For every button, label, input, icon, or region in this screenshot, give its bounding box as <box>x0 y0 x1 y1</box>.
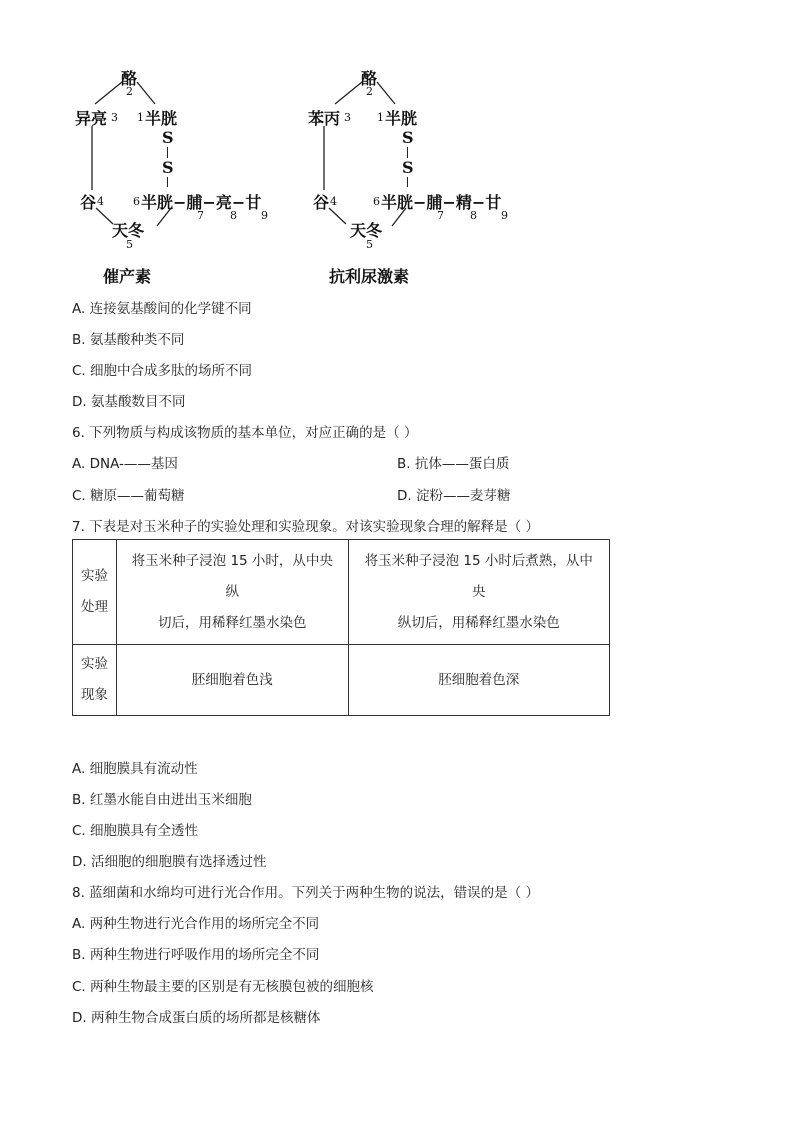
residue-number: 7 <box>197 209 204 222</box>
q6-option-d: D. 淀粉——麦芽糖 <box>397 488 511 504</box>
q8-option-d: D. 两种生物合成蛋白质的场所都是核糖体 <box>72 1010 321 1026</box>
residue-bottom: 天冬 <box>112 221 145 240</box>
residue-left-top: 异亮 <box>75 109 108 128</box>
sulfur-atom: S <box>402 158 414 177</box>
table-cell: 将玉米种子浸泡 15 小时后煮熟，从中 央 纵切后，用稀释红墨水染色 <box>348 540 610 645</box>
residue-number: 9 <box>261 209 268 222</box>
residue-left-top: 苯丙 <box>308 109 341 128</box>
residue-number: 3 <box>344 111 351 124</box>
q8-option-a: A. 两种生物进行光合作用的场所完全不同 <box>72 916 320 932</box>
table-row <box>73 540 610 645</box>
q8-option-b: B. 两种生物进行呼吸作用的场所完全不同 <box>72 947 320 963</box>
residue-right-top: 半胱 <box>385 109 418 128</box>
q7-option-a: A. 细胞膜具有流动性 <box>72 761 198 777</box>
residue-left-bottom: 谷 <box>313 193 330 212</box>
q8-stem: 8. 蓝细菌和水绵均可进行光合作用。下列关于两种生物的说法，错误的是（ ） <box>72 885 539 901</box>
q5-option-d: D. 氨基酸数目不同 <box>72 394 186 410</box>
q7-option-c: C. 细胞膜具有全透性 <box>72 823 199 839</box>
sulfur-atom: S <box>402 128 414 147</box>
residue-number: 5 <box>366 238 373 251</box>
table-cell: 胚细胞着色浅 <box>117 645 348 716</box>
residue-left-bottom: 谷 <box>80 193 97 212</box>
table-cell: 将玉米种子浸泡 15 小时，从中央 纵 切后，用稀释红墨水染色 <box>117 540 348 645</box>
q5-option-a: A. 连接氨基酸间的化学键不同 <box>72 301 252 317</box>
sulfur-atom: S <box>162 158 174 177</box>
table-row-header: 实验 处理 <box>73 540 117 645</box>
residue-number: 1 <box>137 111 144 124</box>
table-row <box>73 645 610 716</box>
residue-number: 6 <box>133 195 140 208</box>
residue-number: 7 <box>437 209 444 222</box>
residue-bottom: 天冬 <box>350 221 383 240</box>
q7-option-d: D. 活细胞的细胞膜有选择透过性 <box>72 854 267 870</box>
residue-number: 4 <box>97 195 104 208</box>
oxytocin-diagram-lines <box>0 0 794 300</box>
residue-right-top: 半胱 <box>145 109 178 128</box>
residue-chain: 半胱−脯−精−甘 <box>381 193 502 212</box>
residue-number: 5 <box>126 238 133 251</box>
residue-number: 6 <box>373 195 380 208</box>
residue-number: 1 <box>377 111 384 124</box>
residue-number: 8 <box>470 209 477 222</box>
sulfur-atom: S <box>162 128 174 147</box>
q6-option-c: C. 糖原——葡萄糖 <box>72 488 185 504</box>
experiment-table <box>72 539 610 716</box>
diagram-caption: 抗利尿激素 <box>329 267 410 286</box>
diagram-caption: 催产素 <box>103 267 152 286</box>
q6-option-b: B. 抗体——蛋白质 <box>397 456 510 472</box>
residue-number: 2 <box>366 85 373 98</box>
table-row-header: 实验 现象 <box>73 645 117 716</box>
residue-number: 2 <box>126 85 133 98</box>
residue-top: 酪 <box>361 69 378 88</box>
q8-option-c: C. 两种生物最主要的区别是有无核膜包被的细胞核 <box>72 979 374 995</box>
q6-option-a: A. DNA-——基因 <box>72 456 178 472</box>
table-cell: 胚细胞着色深 <box>348 645 610 716</box>
q6-stem: 6. 下列物质与构成该物质的基本单位，对应正确的是（ ） <box>72 425 418 441</box>
q7-option-b: B. 红墨水能自由进出玉米细胞 <box>72 792 252 808</box>
q7-stem: 7. 下表是对玉米种子的实验处理和实验现象。对该实验现象合理的解释是（ ） <box>72 519 539 535</box>
residue-number: 8 <box>230 209 237 222</box>
residue-top: 酪 <box>121 69 138 88</box>
q5-option-b: B. 氨基酸种类不同 <box>72 332 185 348</box>
residue-number: 9 <box>501 209 508 222</box>
residue-number: 4 <box>330 195 337 208</box>
residue-number: 3 <box>111 111 118 124</box>
q5-option-c: C. 细胞中合成多肽的场所不同 <box>72 363 253 379</box>
residue-chain: 半胱−脯−亮−甘 <box>141 193 262 212</box>
